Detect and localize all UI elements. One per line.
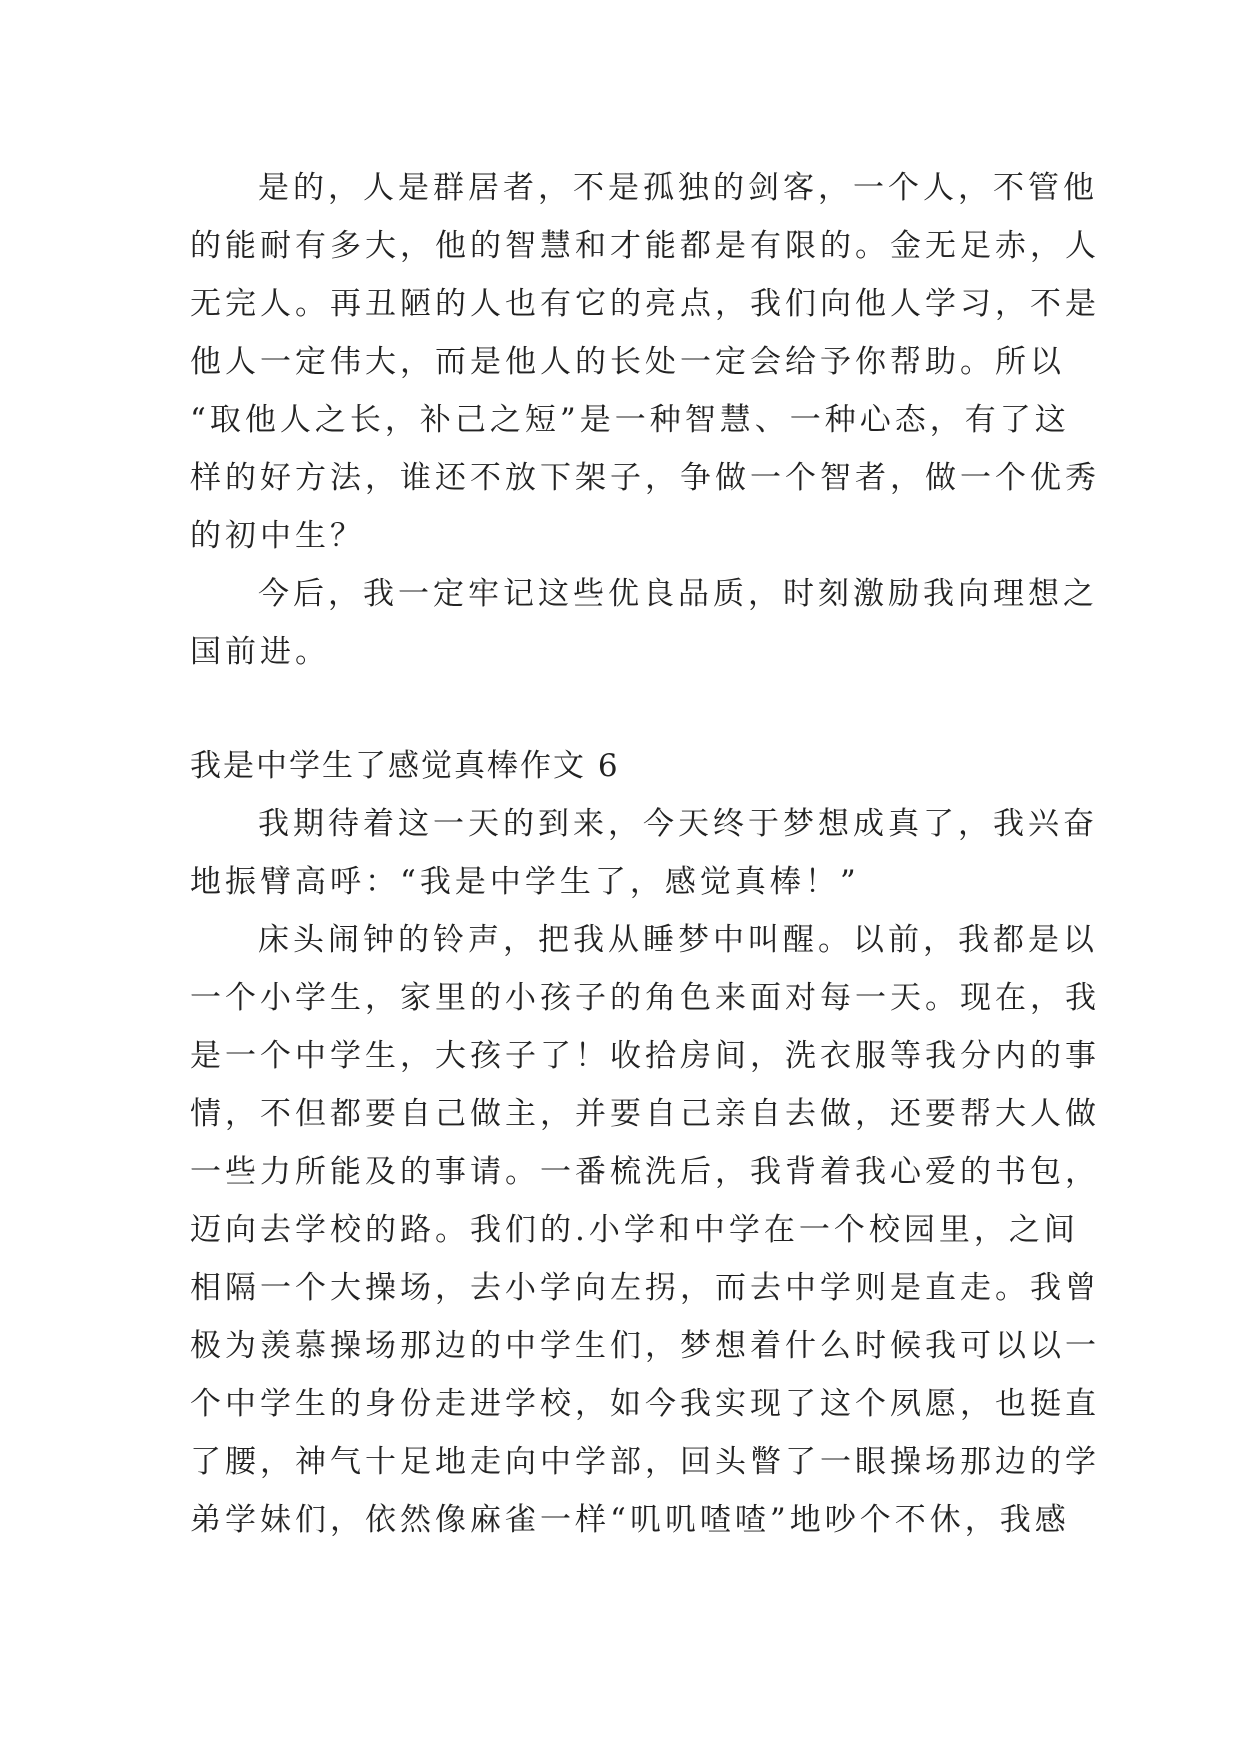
text-line: 迈向去学校的路。我们的.小学和中学在一个校园里，之间 [190,1212,1079,1248]
essay-title: 我是中学生了感觉真棒作文 6 [190,748,620,784]
text-line: 相隔一个大操场，去小学向左拐，而去中学则是直走。我曾 [190,1270,1100,1306]
text-line: 的能耐有多大，他的智慧和才能都是有限的。金无足赤，人 [190,228,1100,264]
text-line: 无完人。再丑陋的人也有它的亮点，我们向他人学习，不是 [190,286,1100,322]
text-line: 了腰，神气十足地走向中学部，回头瞥了一眼操场那边的学 [190,1444,1100,1480]
text-line: 国前进。 [190,634,330,670]
text-line: 地振臂高呼：“我是中学生了，感觉真棒！” [190,864,860,900]
text-line: 我期待着这一天的到来，今天终于梦想成真了，我兴奋 [258,806,1098,842]
text-line: 极为羡慕操场那边的中学生们，梦想着什么时候我可以以一 [190,1328,1100,1364]
text-line: 一些力所能及的事请。一番梳洗后，我背着我心爱的书包， [190,1154,1100,1190]
text-line: 一个小学生，家里的小孩子的角色来面对每一天。现在，我 [190,980,1100,1016]
text-line: 他人一定伟大，而是他人的长处一定会给予你帮助。所以 [190,344,1065,380]
text-line: 样的好方法，谁还不放下架子，争做一个智者，做一个优秀 [190,460,1100,496]
text-line: 是一个中学生，大孩子了！收拾房间，洗衣服等我分内的事 [190,1038,1100,1074]
text-line: 床头闹钟的铃声，把我从睡梦中叫醒。以前，我都是以 [258,922,1098,958]
text-line: 个中学生的身份走进学校，如今我实现了这个夙愿，也挺直 [190,1386,1100,1422]
text-line: “取他人之长，补己之短”是一种智慧、一种心态，有了这 [190,402,1070,438]
text-line: 今后，我一定牢记这些优良品质，时刻激励我向理想之 [258,576,1098,612]
text-line: 弟学妹们，依然像麻雀一样“叽叽喳喳”地吵个不休，我感 [190,1502,1070,1538]
text-line: 的初中生？ [190,518,365,554]
text-line: 是的，人是群居者，不是孤独的剑客，一个人，不管他 [258,170,1098,206]
text-line: 情，不但都要自己做主，并要自己亲自去做，还要帮大人做 [190,1096,1100,1132]
